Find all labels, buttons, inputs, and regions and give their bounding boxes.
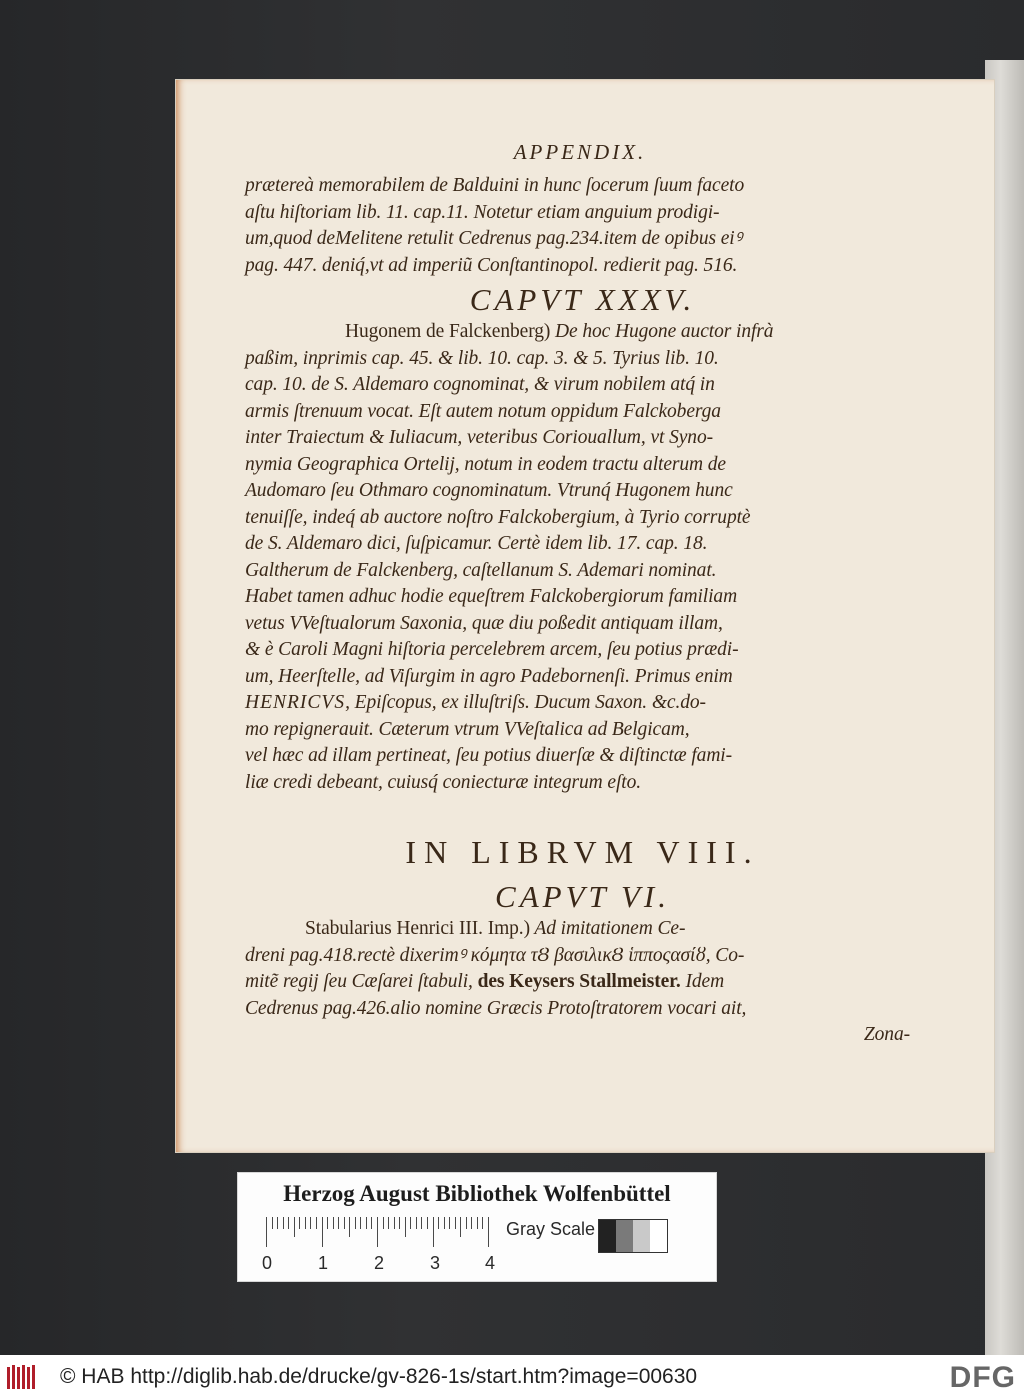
ruler-tick <box>371 1217 372 1229</box>
ruler-tick <box>399 1217 400 1229</box>
text-line: armis ſtrenuum vocat. Eſt autem notum oppidum Falckoberga <box>245 400 721 422</box>
dfg-logo: DFG <box>949 1361 1016 1394</box>
ruler-tick <box>438 1217 439 1229</box>
ruler-tick <box>405 1217 406 1237</box>
ruler-number: 0 <box>262 1253 273 1273</box>
chapter-35-paragraph <box>200 319 920 796</box>
page-text <box>200 140 920 1049</box>
text-line: tenuiſſe, indeq́ ab auctore noſtro Falckobergium, à Tyrio corruptè <box>245 506 751 528</box>
ruler-tick <box>383 1217 384 1229</box>
text-line <box>245 319 920 346</box>
ruler-tick <box>349 1217 350 1237</box>
ruler-tick <box>466 1217 467 1229</box>
text-line: vetus VVeſtualorum Saxonia, quæ diu poßedit antiquam illam, <box>245 612 723 634</box>
gray-swatch <box>633 1220 650 1252</box>
text-span: Idem <box>680 971 725 992</box>
chapter-6-paragraph <box>200 916 920 1049</box>
ruler-tick <box>288 1217 289 1229</box>
ruler-tick <box>433 1217 434 1247</box>
ruler-tick <box>299 1217 300 1229</box>
ruler-tick <box>327 1217 328 1229</box>
ruler-tick <box>471 1217 472 1229</box>
text-line: inter Traiectum & Iuliacum, veteribus Coriouallum, vt Syno- <box>245 427 714 448</box>
text-line: um,quod deMelitene retulit Cedrenus pag.234.item de opibus eiꝰ <box>245 228 742 249</box>
text-line <box>245 916 920 943</box>
ruler-tick <box>477 1217 478 1229</box>
chapter-heading-35: CAPVT XXXV. <box>469 282 696 317</box>
text-line: prætereà memorabilem de Balduini in hunc ſocerum ſuum faceto <box>245 175 745 196</box>
gray-swatch <box>650 1220 667 1252</box>
ruler-number: 1 <box>318 1253 329 1273</box>
ruler-tick <box>266 1217 267 1247</box>
ruler-tick <box>305 1217 306 1229</box>
ruler-tick <box>344 1217 345 1229</box>
ruler-tick <box>360 1217 361 1229</box>
gray-swatch <box>599 1220 616 1252</box>
ruler-tick <box>388 1217 389 1229</box>
ruler-tick <box>394 1217 395 1229</box>
text-line <box>245 690 920 717</box>
ruler-tick <box>449 1217 450 1229</box>
ruler-tick <box>355 1217 356 1229</box>
text-line: liæ credi debeant, cuiusq́ coniecturæ integrum eſto. <box>245 771 642 793</box>
text-line: pag. 447. deniq́,vt ad imperiũ Conſtantinopol. redierit pag. 516. <box>245 254 738 276</box>
text-span: Ad imitationem Ce- <box>529 918 686 939</box>
ruler-tick <box>421 1217 422 1229</box>
ruler-tick <box>377 1217 378 1247</box>
text-line: aſtu hiſtoriam lib. 11. cap.11. Notetur etiam anguium prodigi- <box>245 201 720 223</box>
ruler-number: 4 <box>485 1253 496 1273</box>
ruler-number: 2 <box>374 1253 385 1273</box>
intro-paragraph <box>200 173 920 279</box>
ruler-tick <box>333 1217 334 1229</box>
ruler-tick <box>366 1217 367 1229</box>
text-line: um, Heerſtelle, ad Viſurgim in agro Padebornenſi. Primus enim <box>245 665 733 687</box>
lemma: Stabularius Henrici III. Imp.) <box>305 918 530 939</box>
ruler <box>266 1217 496 1249</box>
ruler-tick <box>322 1217 323 1247</box>
library-name: Herzog August Bibliothek Wolfenbüttel <box>283 1181 671 1206</box>
text-line: nymia Geographica Ortelij, notum in eodem tractu alterum de <box>245 453 726 475</box>
chapter-heading-6: CAPVT VI. <box>495 879 670 914</box>
ruler-tick <box>272 1217 273 1229</box>
text-span: De hoc Hugone auctor infrà <box>550 321 774 342</box>
gray-swatch <box>616 1220 633 1252</box>
ruler-tick <box>338 1217 339 1229</box>
gray-scale-chart <box>598 1219 668 1253</box>
ruler-number: 3 <box>430 1253 441 1273</box>
text-line: Audomaro ſeu Othmaro cognominatum. Vtrunq́ Hugonem hunc <box>245 480 733 501</box>
lemma: Hugonem de Falckenberg) <box>345 321 551 342</box>
text-span: , Epiſcopus, ex illuſtriſs. Ducum Saxon. &c.do- <box>345 692 706 713</box>
catchword: Zona- <box>863 1024 910 1045</box>
german-gloss: des Keysers Stallmeister. <box>477 971 681 992</box>
small-caps-name: HENRICVS <box>245 692 346 713</box>
footer-bar <box>0 1355 1024 1398</box>
ruler-tick <box>316 1217 317 1229</box>
copyright-url[interactable]: © HAB http://diglib.hab.de/drucke/gv-826-1s/start.htm?image=00630 <box>60 1364 698 1388</box>
text-line: vel hæc ad illam pertineat, ſeu potius diuerſæ & diſtinctæ fami- <box>245 745 733 766</box>
text-line: & è Caroli Magni hiſtoria percelebrem arcem, ſeu potius prædi- <box>245 639 739 660</box>
ruler-tick <box>310 1217 311 1229</box>
ruler-tick <box>277 1217 278 1229</box>
text-line <box>245 969 920 996</box>
ruler-tick <box>488 1217 489 1247</box>
gray-scale-label: Gray Scale <box>506 1219 596 1239</box>
text-line: mo repignerauit. Cæterum vtrum VVeſtalica ad Belgicam, <box>245 718 690 740</box>
page-header: APPENDIX. <box>513 140 647 164</box>
ruler-tick <box>294 1217 295 1237</box>
text-line: Galtherum de Falckenberg, caſtellanum S. Ademari nominat. <box>245 559 717 581</box>
text-line: Habet tamen adhuc hodie equeſtrem Falckobergiorum familiam <box>245 586 738 607</box>
ruler-tick <box>410 1217 411 1229</box>
text-line: dreni pag.418.rectè dixerimꝰ κόμητα τȢ βασιλικȢ ἱπποςασίȣ, Co- <box>245 944 745 966</box>
ruler-tick <box>283 1217 284 1229</box>
text-line: de S. Aldemaro dici, ſuſpicamur. Certè idem lib. 17. cap. 18. <box>245 533 708 554</box>
ruler-tick <box>482 1217 483 1229</box>
hab-logo-icon <box>6 1362 46 1392</box>
ruler-tick <box>427 1217 428 1229</box>
text-line: paßim, inprimis cap. 45. & lib. 10. cap. 3. & 5. Tyrius lib. 10. <box>245 347 719 369</box>
ruler-tick <box>444 1217 445 1229</box>
book-heading: IN LIBRVM VIII. <box>405 834 760 870</box>
library-label <box>237 1172 717 1282</box>
ruler-tick <box>416 1217 417 1229</box>
ruler-tick <box>455 1217 456 1229</box>
ruler-tick <box>460 1217 461 1237</box>
text-line: cap. 10. de S. Aldemaro cognominat, & virum nobilem atq́ in <box>245 374 715 395</box>
text-span: mitẽ regij ſeu Cæſarei ſtabuli, <box>245 971 478 992</box>
text-line: Cedrenus pag.426.alio nomine Græcis Protoſtratorem vocari ait, <box>245 997 747 1019</box>
